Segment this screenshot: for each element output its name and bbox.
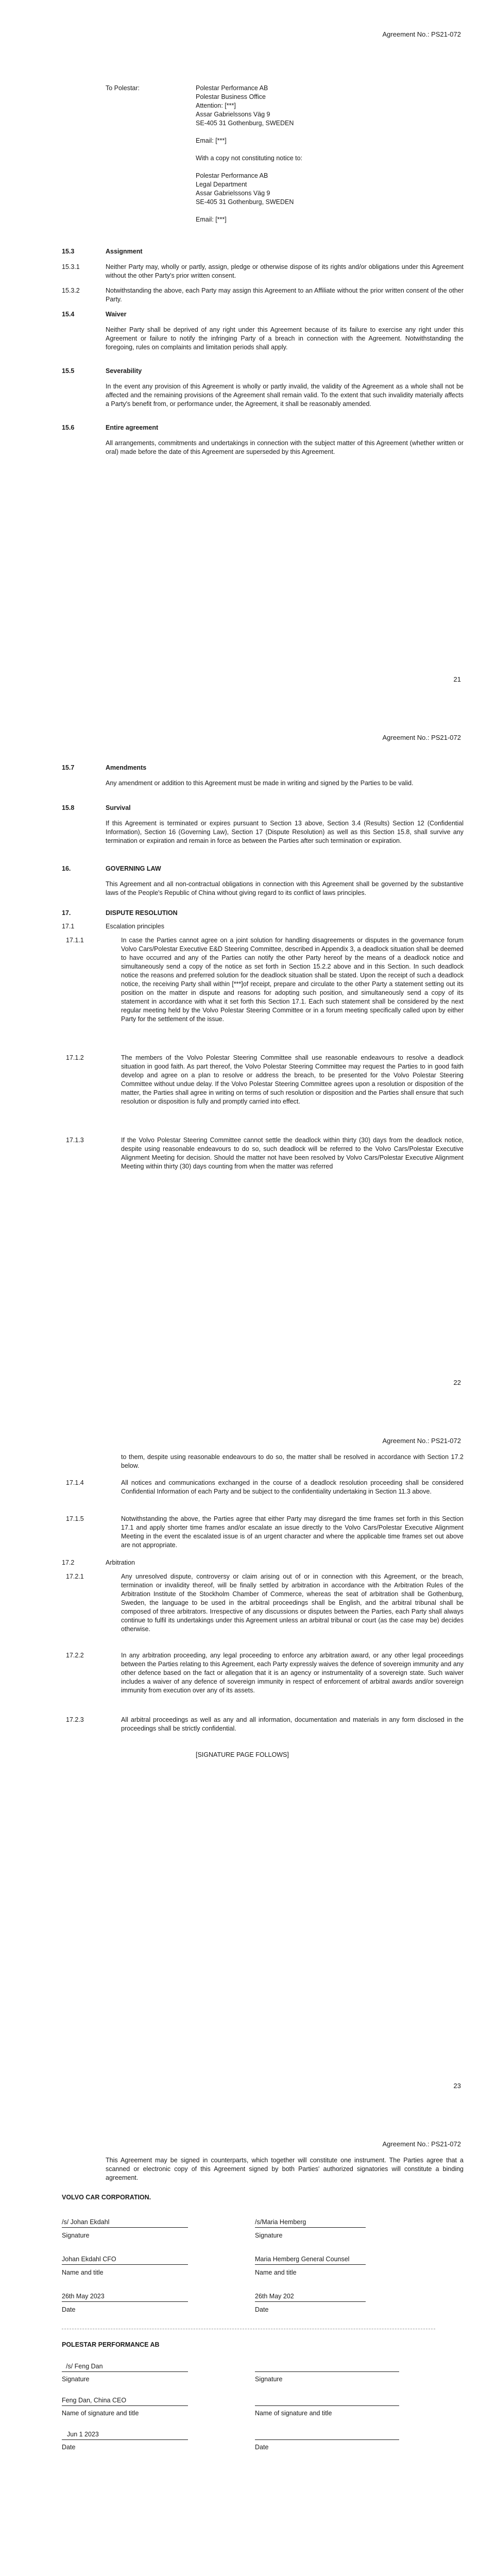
volvo-name-left: Johan Ekdahl CFO (62, 2256, 116, 2263)
volvo-name-right: Maria Hemberg General Counsel (255, 2256, 350, 2263)
name-label: Name and title (255, 2269, 297, 2276)
polestar-date-left: Jun 1 2023 (67, 2431, 99, 2438)
clause-number: 17.1.4 (66, 1479, 84, 1486)
clause-number: 15.6 (62, 424, 75, 431)
clause-text: The members of the Volvo Polestar Steering Committee shall use reasonable endeavours to resolve a deadlock situation in good faith. As part thereof, the Volvo Polestar Steering Committee may request the Parties to in good faith develop and agree on a plan to resolve or address the breach, to be presented for the Volvo Polestar Steering Committee without undue delay. If the Volvo Polestar Steering Committee agrees upon a resolution or disposition of the matter, the Parties shall agree in writing on terms of such resolution or disposition and the Parties shall ensure that such resolution or disposition is fully and promptly carried into effect. (121, 1054, 464, 1105)
clause-number: 17.1.5 (66, 1515, 84, 1522)
notice-address-primary: Polestar Performance AB Polestar Business Office Attention: [***] Assar Gabrielssons Väg 9 SE-405 31 Gothenburg, SWEDEN Email: [***] With a copy not constituting notice to: Polestar Performance AB Legal Department Assar Gabrielssons Väg 9 SE-405 31 Gothenburg, SWEDEN Email: [***] (196, 84, 303, 223)
page-22 (0, 703, 497, 1406)
signature-line (62, 2371, 188, 2372)
polestar-party-title: POLESTAR PERFORMANCE AB (62, 2341, 160, 2348)
date-line (62, 2439, 188, 2440)
clause-text: If the Volvo Polestar Steering Committee cannot settle the deadlock within thirty (30) days from the deadlock notice, despite using reasonable endeavours to do so, such deadlock will be referred to the Volvo Cars/Polestar Executive Alignment Meeting for decision. Should the matter not have been resolved by Volvo Cars/Polestar Executive Alignment Meeting within thirty (30) days counting from when the matter was referred (121, 1137, 464, 1170)
clause-heading: Severability (106, 367, 142, 375)
notice-email: Email: [***] (196, 137, 227, 144)
copy-notice-email: Email: [***] (196, 216, 227, 223)
signature-label: Signature (255, 2376, 283, 2383)
agreement-number: Agreement No.: PS21-072 (382, 30, 461, 38)
clause-number: 17.1.3 (66, 1137, 84, 1144)
signature-label: Signature (62, 2232, 90, 2239)
page-number: 21 (453, 675, 461, 683)
clause-text-continued: to them, despite using reasonable endeavours to do so, the matter shall be resolved in accordance with Section 17.2 below. (121, 1453, 464, 1469)
page-24 (0, 2110, 497, 2576)
clause-subheading: Escalation principles (106, 923, 164, 930)
clause-number: 17.1.2 (66, 1054, 84, 1061)
date-line (255, 2439, 399, 2440)
name-line (62, 2405, 188, 2406)
clause-number: 15.3 (62, 248, 75, 255)
counterparts-clause: This Agreement may be signed in counterparts, which together will constitute one instrument. The Parties agree that a scanned or electronic copy of this Agreement signed by both Parties' authorized signatories will constitute a binding agreement. (106, 2157, 464, 2181)
clause-text: All arbitral proceedings as well as any and all information, documentation and materials in any form disclosed in the proceedings shall be strictly confidential. (121, 1716, 464, 1732)
clause-heading: Survival (106, 804, 131, 811)
signature-page-follows: [SIGNATURE PAGE FOLLOWS] (196, 1751, 289, 1758)
clause-text: Notwithstanding the above, the Parties agree that either Party may disregard the time frames set forth in this Section 17.1 and apply shorter time frames and/or escalate an issue directly to the Volvo Cars/Polestar Executive Alignment Meeting in the event the escalated issue is of an urgent character and where the applicable time frames set out above are not appropriate. (121, 1515, 464, 1549)
signature-line (62, 2227, 188, 2228)
clause-number: 17.2 (62, 1559, 75, 1566)
clause-number: 17.1.1 (66, 937, 84, 944)
polestar-name-left: Feng Dan, China CEO (62, 2397, 127, 2404)
date-label: Date (255, 2444, 269, 2451)
signature-line (255, 2227, 366, 2228)
name-line (255, 2405, 399, 2406)
clause-text: Neither Party may, wholly or partly, assign, pledge or otherwise dispose of its rights and/or obligations under this Agreement without the other Party's prior written consent. (106, 263, 464, 279)
agreement-number: Agreement No.: PS21-072 (382, 1437, 461, 1445)
clause-number: 17.2.2 (66, 1652, 84, 1659)
volvo-signature-left: /s/ Johan Ekdahl (62, 2218, 110, 2226)
clause-text: Any amendment or addition to this Agreement must be made in writing and signed by the Parties to be valid. (106, 779, 414, 787)
agreement-number: Agreement No.: PS21-072 (382, 2140, 461, 2148)
copy-notice-intro: With a copy not constituting notice to: (196, 155, 303, 162)
date-label: Date (62, 2306, 76, 2313)
page-23 (0, 1406, 497, 2110)
page-number: 23 (453, 2082, 461, 2090)
name-label: Name of signature and title (62, 2410, 139, 2417)
clause-heading: Entire agreement (106, 424, 159, 431)
clause-number: 15.4 (62, 311, 75, 318)
clause-number: 15.7 (62, 764, 75, 771)
clause-text: All notices and communications exchanged in the course of a deadlock resolution proceeding shall be considered Confidential Information of each Party and be subject to the confidentiality undertaking in Section 11.3 above. (121, 1479, 464, 1495)
section-number: 16. (62, 865, 71, 872)
date-line (62, 2301, 188, 2302)
signature-line (255, 2371, 399, 2372)
volvo-date-right: 26th May 202 (255, 2293, 294, 2300)
name-line (255, 2264, 366, 2265)
polestar-signature-left: /s/ Feng Dan (66, 2363, 103, 2370)
clause-text: Neither Party shall be deprived of any right under this Agreement because of its failure to exercise any right under this Agreement or failure to notify the infringing Party of a breach in connection with the Agreement. Notwithstanding the foregoing, rules on complaints and limitation periods shall apply. (106, 326, 464, 351)
clause-number: 17.2.3 (66, 1716, 84, 1723)
clause-text: In case the Parties cannot agree on a joint solution for handling disagreements or disputes in the governance forum Volvo Cars/Polestar Executive E&D Steering Committee, described in Appendix 3, a deadlock situation shall be deemed to have occurred and any of the Parties can notify the other Party hereof by the means of a deadlock notice and simultaneously send a copy of the notice as set forth in Section 15.2.2 above and in this Section. In such deadlock notice the reasons and preferred solution for the deadlock situation shall be stated. Upon the receipt of such a deadlock notice, the receiving Party shall within [***]of receipt, prepare and circulate to the other Party a statement setting out its position on the matter in dispute and reasons for adopting such position, and simultaneously send a copy of its statement in accordance with what it set forth this Section 17.1. Each such statement shall be considered by the next regular meeting held by the Volvo Polestar Steering Committee or in a forum meeting specifically called upon by either Party for the settlement of the issue. (121, 937, 464, 1023)
section-heading: DISPUTE RESOLUTION (106, 909, 178, 917)
page-21 (0, 0, 497, 703)
clause-number: 15.3.2 (62, 287, 80, 294)
section-number: 17. (62, 909, 71, 917)
clause-text: Any unresolved dispute, controversy or claim arising out of or in connection with this Agreement, or the breach, termination or invalidity thereof, will be finally settled by arbitration in accordance with the Arbitration Rules of the Arbitration Institute of the Stockholm Chamber of Commerce, whereas the seat of arbitration shall be Gothenburg, Sweden, the language to be used in the arbitral proceedings shall be English, and the arbitral tribunal shall be composed of three arbitrators. Irrespective of any discussions or disputes between the Parties, each Party shall always continue to fulfil its undertakings under this Agreement unless an arbitral tribunal or court (as the case may be) decides otherwise. (121, 1573, 464, 1633)
signature-label: Signature (255, 2232, 283, 2239)
volvo-date-left: 26th May 2023 (62, 2293, 105, 2300)
clause-number: 17.2.1 (66, 1573, 84, 1580)
date-line (255, 2301, 366, 2302)
clause-text: If this Agreement is terminated or expires pursuant to Section 13 above, Section 3.4 (Results) Section 12 (Confidential Information), Section 16 (Governing Law), Section 17 (Dispute Resolution) as well as this Section 15.8, shall survive any termination or expiration and remain in force as between the Parties after such termination or expiration. (106, 820, 464, 844)
clause-text: Notwithstanding the above, each Party may assign this Agreement to an Affiliate without the prior written consent of the other Party. (106, 287, 464, 303)
clause-text: This Agreement and all non-contractual obligations in connection with this Agreement shall be governed by the substantive laws of the People's Republic of China without giving regard to its conflict of laws principles. (106, 880, 464, 896)
clause-number: 17.1 (62, 923, 75, 930)
name-label: Name of signature and title (255, 2410, 332, 2417)
notice-to-label: To Polestar: (106, 84, 140, 92)
clause-subheading: Arbitration (106, 1559, 135, 1566)
clause-text: All arrangements, commitments and undertakings in connection with the subject matter of this Agreement (whether written or oral) made before the date of this Agreement are superseded by this Agreement. (106, 439, 464, 455)
signature-label: Signature (62, 2376, 90, 2383)
section-heading: GOVERNING LAW (106, 865, 161, 872)
name-line (62, 2264, 188, 2265)
clause-heading: Assignment (106, 248, 143, 255)
name-label: Name and title (62, 2269, 104, 2276)
clause-heading: Amendments (106, 764, 147, 771)
date-label: Date (62, 2444, 76, 2451)
clause-number: 15.8 (62, 804, 75, 811)
clause-number: 15.5 (62, 367, 75, 375)
date-label: Date (255, 2306, 269, 2313)
clause-text: In the event any provision of this Agreement is wholly or partly invalid, the validity of the Agreement as a whole shall not be affected and the remaining provisions of the Agreement shall remain valid. To the extent that such invalidity materially affects a Party's benefit from, or performance under, the Agreement, it shall be reasonably amended. (106, 383, 464, 408)
clause-number: 15.3.1 (62, 263, 80, 270)
volvo-party-title: VOLVO CAR CORPORATION. (62, 2194, 151, 2201)
clause-text: In any arbitration proceeding, any legal proceeding to enforce any arbitration award, or any other legal proceedings between the Parties relating to this Agreement, each Party expressly waives the defence of sovereign immunity and any other defence based on the fact or allegation that it is an agency or instrumentality of a sovereign state. Such waiver includes a waiver of any defence of sovereign immunity in respect of enforcement of arbitral awards and/or sovereign immunity from execution over any of its assets. (121, 1652, 464, 1694)
page-number: 22 (453, 1379, 461, 1386)
clause-heading: Waiver (106, 311, 127, 318)
agreement-number: Agreement No.: PS21-072 (382, 734, 461, 741)
volvo-signature-right: /s/Maria Hemberg (255, 2218, 306, 2226)
